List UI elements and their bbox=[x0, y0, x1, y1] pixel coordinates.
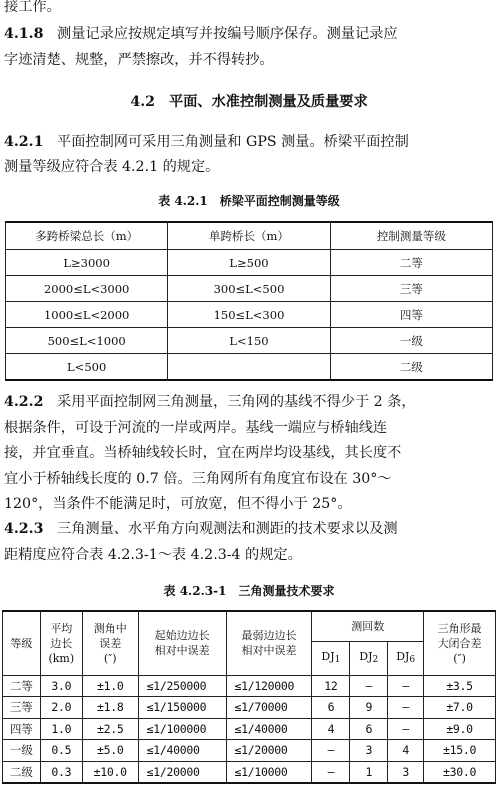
clause-4-1-8-line-2: 字迹清楚、规整，严禁擦改，并不得转抄。 bbox=[4, 52, 274, 68]
table-cell: 4 bbox=[312, 718, 350, 740]
header-start-side-l1: 起始边边长 bbox=[154, 629, 210, 643]
clause-text: 平面控制网可采用三角测量和 GPS 测量。桥梁平面控制 bbox=[57, 134, 409, 150]
header-closure-l2: 大闭合差 bbox=[437, 636, 482, 650]
table-cell: ≤1/20000 bbox=[226, 740, 312, 762]
header-dj2-text: DJ bbox=[359, 649, 373, 663]
table-cell: 二等 bbox=[330, 250, 492, 276]
clause-number: 4.1.8 bbox=[4, 26, 44, 42]
clause-text: 三角测量、水平角方向观测法和测距的技术要求以及测 bbox=[57, 521, 398, 537]
table-cell: 2.0 bbox=[40, 697, 82, 719]
table-cell: L<150 bbox=[168, 328, 330, 354]
table-cell: ±7.0 bbox=[424, 697, 496, 719]
table-cell: 1.0 bbox=[40, 718, 82, 740]
table-cell: ≤1/150000 bbox=[138, 697, 226, 719]
header-avg-side bbox=[40, 611, 82, 675]
header-weak-side-l1: 最弱边边长 bbox=[241, 629, 297, 643]
table-cell: L<500 bbox=[6, 354, 168, 381]
table-cell: 6 bbox=[312, 697, 350, 719]
table-cell: L≥500 bbox=[168, 250, 330, 276]
section-title: 平面、水准控制测量及质量要求 bbox=[169, 94, 368, 110]
table-row bbox=[3, 740, 496, 762]
table-4-2-1-caption bbox=[0, 193, 498, 209]
table-cell: ±2.5 bbox=[82, 718, 138, 740]
table-cell: L≥3000 bbox=[6, 250, 168, 276]
table-cell: — bbox=[388, 697, 424, 719]
section-number: 4.2 bbox=[130, 94, 156, 110]
table-cell: 500≤L<1000 bbox=[6, 328, 168, 354]
clause-4-1-8-line-1 bbox=[4, 24, 398, 44]
caption-number: 表 4.2.1 bbox=[158, 194, 208, 208]
header-closure-l1: 三角形最 bbox=[437, 621, 482, 635]
header-grade: 等级 bbox=[3, 611, 41, 675]
table-header-row bbox=[6, 222, 493, 250]
clause-4-2-2-line-1 bbox=[4, 392, 416, 412]
table-4-2-3-1 bbox=[2, 610, 496, 784]
table-row bbox=[6, 302, 493, 328]
header-closure bbox=[424, 611, 496, 675]
clause-text: 测量记录应按规定填写并按编号顺序保存。测量记录应 bbox=[57, 26, 398, 42]
table-cell: ±30.0 bbox=[424, 761, 496, 783]
table-row bbox=[3, 761, 496, 783]
table-cell: ≤1/70000 bbox=[226, 697, 312, 719]
table-cell: — bbox=[312, 761, 350, 783]
table-cell: 四等 bbox=[3, 718, 41, 740]
table-cell: ≤1/40000 bbox=[226, 718, 312, 740]
table-cell: 一级 bbox=[330, 328, 492, 354]
table-4-2-3-1-caption bbox=[0, 583, 498, 599]
table-cell: 4 bbox=[388, 740, 424, 762]
caption-number: 表 4.2.3-1 bbox=[163, 584, 227, 598]
clause-number: 4.2.1 bbox=[4, 134, 44, 150]
table-cell: 2000≤L<3000 bbox=[6, 276, 168, 302]
header-dj2-sub: 2 bbox=[372, 654, 379, 665]
clause-4-2-2-line-5: 120°，当条件不能满足时，可放宽，但不得小于 25°。 bbox=[4, 496, 352, 512]
table-cell: 一级 bbox=[3, 740, 41, 762]
table-cell: 150≤L<300 bbox=[168, 302, 330, 328]
table-cell: 二级 bbox=[330, 354, 492, 381]
table-cell: ≤1/20000 bbox=[138, 761, 226, 783]
table-4-2-1 bbox=[5, 221, 493, 381]
header-avg-side-l1: 平均 bbox=[50, 621, 73, 635]
table-cell: 0.5 bbox=[40, 740, 82, 762]
table-cell: 四等 bbox=[330, 302, 492, 328]
caption-title: 桥梁平面控制测量等级 bbox=[219, 194, 340, 208]
table-row bbox=[3, 675, 496, 697]
header-span-length: 单跨桥长（m） bbox=[168, 222, 330, 250]
clause-number: 4.2.2 bbox=[4, 394, 44, 410]
table-cell: 三等 bbox=[330, 276, 492, 302]
header-weak-side-l2: 相对中误差 bbox=[241, 644, 297, 658]
table-cell: 1000≤L<2000 bbox=[6, 302, 168, 328]
clause-4-2-2-line-3: 接，并宜垂直。当桥轴线较长时，宜在两岸均设基线，其长度不 bbox=[4, 445, 402, 461]
intro-line: 接工作。 bbox=[4, 0, 61, 15]
clause-4-2-1-line-2: 测量等级应符合表 4.2.1 的规定。 bbox=[4, 159, 220, 175]
table-cell: 0.3 bbox=[40, 761, 82, 783]
header-dj6-sub: 6 bbox=[409, 654, 416, 665]
table-cell: ±10.0 bbox=[82, 761, 138, 783]
table-cell: ±5.0 bbox=[82, 740, 138, 762]
table-cell: 300≤L<500 bbox=[168, 276, 330, 302]
clause-text: 采用平面控制网三角测量，三角网的基线不得少于 2 条， bbox=[57, 394, 416, 410]
header-avg-side-l3: (km) bbox=[48, 651, 75, 665]
clause-4-2-2-line-4: 宜小于桥轴线长度的 0.7 倍。三角网所有角度宜布设在 30°～ bbox=[4, 471, 392, 487]
header-avg-side-l2: 边长 bbox=[50, 636, 73, 650]
table-cell: — bbox=[388, 718, 424, 740]
table-cell: ±1.8 bbox=[82, 697, 138, 719]
header-start-side-l2: 相对中误差 bbox=[154, 644, 210, 658]
clause-number: 4.2.3 bbox=[4, 521, 44, 537]
table-cell: 3 bbox=[350, 740, 388, 762]
clause-4-2-3-line-1 bbox=[4, 519, 398, 539]
header-angle-error bbox=[82, 611, 138, 675]
table-cell: ±3.5 bbox=[424, 675, 496, 697]
table-cell bbox=[168, 354, 330, 381]
header-start-side-error bbox=[138, 611, 226, 675]
table-row bbox=[6, 354, 493, 381]
caption-title: 三角测量技术要求 bbox=[238, 584, 335, 598]
table-cell: 3.0 bbox=[40, 675, 82, 697]
header-angle-error-l1: 测角中 bbox=[93, 621, 127, 635]
header-dj1-sub: 1 bbox=[334, 654, 341, 665]
table-cell: — bbox=[312, 740, 350, 762]
table-cell: ±15.0 bbox=[424, 740, 496, 762]
header-dj2 bbox=[350, 641, 388, 675]
table-row bbox=[3, 697, 496, 719]
table-header-row bbox=[3, 611, 496, 641]
header-dj1 bbox=[312, 641, 350, 675]
table-cell: — bbox=[350, 675, 388, 697]
table-cell: — bbox=[388, 675, 424, 697]
header-dj6 bbox=[388, 641, 424, 675]
header-angle-error-l3: (″) bbox=[103, 651, 117, 665]
clause-4-2-2-line-2: 根据条件，可设于河流的一岸或两岸。基线一端应与桥轴线连 bbox=[4, 420, 388, 436]
table-cell: 二级 bbox=[3, 761, 41, 783]
header-weak-side-error bbox=[226, 611, 312, 675]
table-cell: ≤1/250000 bbox=[138, 675, 226, 697]
header-control-grade: 控制测量等级 bbox=[330, 222, 492, 250]
header-dj6-text: DJ bbox=[396, 649, 410, 663]
table-row bbox=[6, 250, 493, 276]
table-cell: ≤1/10000 bbox=[226, 761, 312, 783]
table-row bbox=[6, 328, 493, 354]
table-cell: 二等 bbox=[3, 675, 41, 697]
table-cell: 12 bbox=[312, 675, 350, 697]
table-cell: ≤1/100000 bbox=[138, 718, 226, 740]
table-cell: ≤1/40000 bbox=[138, 740, 226, 762]
table-cell: 6 bbox=[350, 718, 388, 740]
table-row bbox=[6, 276, 493, 302]
table-cell: 1 bbox=[350, 761, 388, 783]
table-cell: 三等 bbox=[3, 697, 41, 719]
clause-4-2-1-line-1 bbox=[4, 132, 409, 152]
table-cell: 9 bbox=[350, 697, 388, 719]
section-heading-4-2 bbox=[0, 92, 498, 112]
clause-4-2-3-line-2: 距精度应符合表 4.2.3-1～表 4.2.3-4 的规定。 bbox=[4, 547, 302, 563]
header-angle-error-l2: 误差 bbox=[99, 636, 122, 650]
table-cell: ±1.0 bbox=[82, 675, 138, 697]
header-closure-l3: (″) bbox=[453, 651, 466, 665]
table-cell: ≤1/120000 bbox=[226, 675, 312, 697]
header-dj1-text: DJ bbox=[321, 649, 335, 663]
table-row bbox=[3, 718, 496, 740]
table-cell: 3 bbox=[388, 761, 424, 783]
table-cell: ±9.0 bbox=[424, 718, 496, 740]
header-total-length: 多跨桥梁总长（m） bbox=[6, 222, 168, 250]
header-rounds: 测回数 bbox=[312, 611, 424, 641]
